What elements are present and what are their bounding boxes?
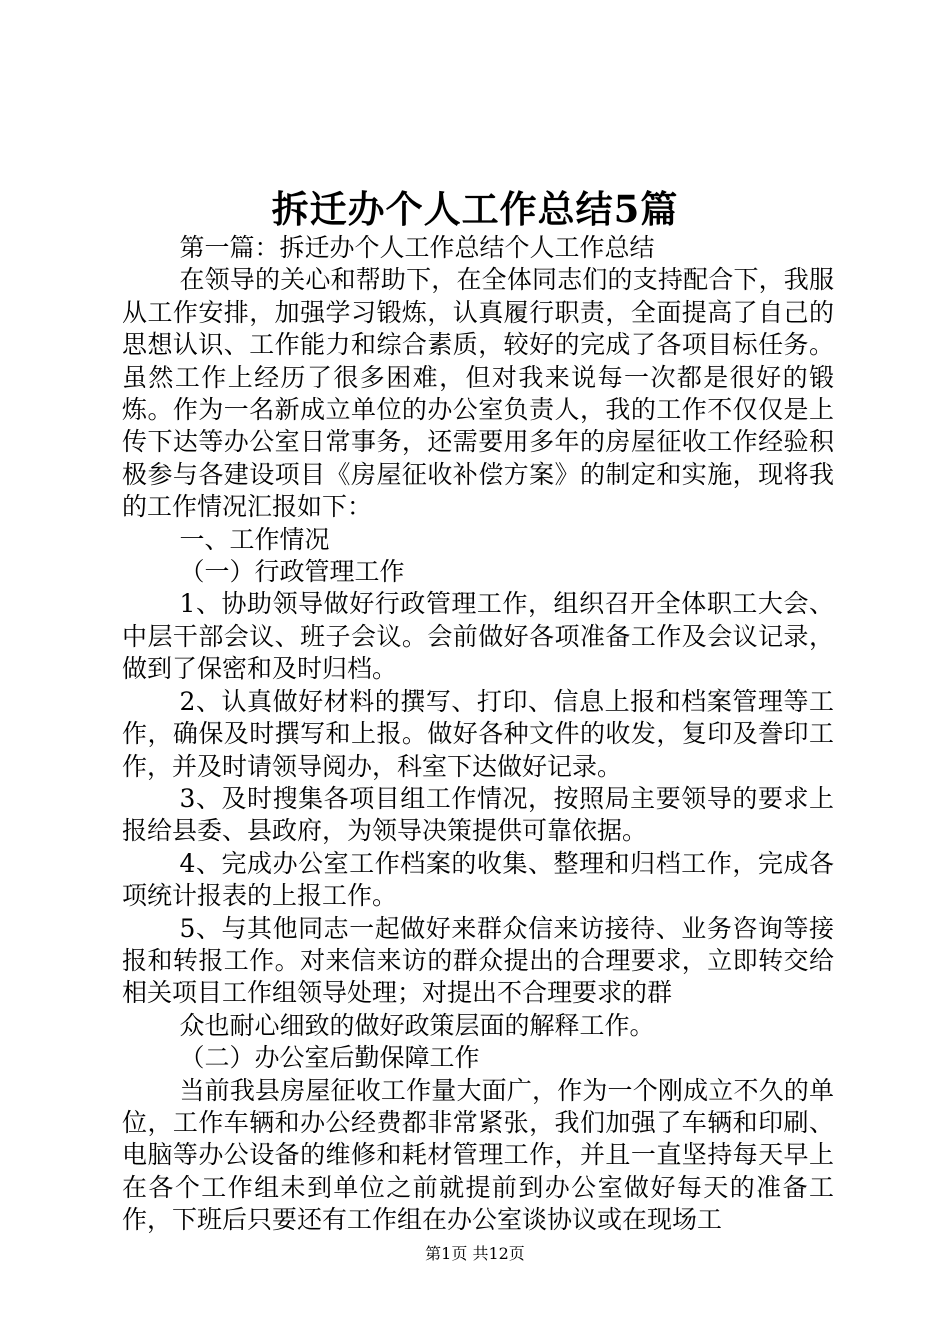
body-paragraph: 5、与其他同志一起做好来群众信来访接待、业务咨询等接报和转报工作。对来信来访的群众提出的合理要求，立即转交给相关项目工作组领导处理；对提出不合理要求的群 [122,913,834,1008]
section-heading: 第一篇：拆迁办个人工作总结个人工作总结 [179,233,655,262]
document-body [122,232,834,1237]
body-paragraph: 2、认真做好材料的撰写、打印、信息上报和档案管理等工作，确保及时撰写和上报。做好各种文件的收发，复印及誊印工作，并及时请领导阅办，科室下达做好记录。 [122,686,834,781]
page-footer: 第1页 共12页 [425,1244,525,1263]
body-paragraph: 4、完成办公室工作档案的收集、整理和归档工作，完成各项统计报表的上报工作。 [122,848,834,911]
subsection-heading: （二）办公室后勤保障工作 [179,1043,480,1073]
body-paragraph: 当前我县房屋征收工作量大面广，作为一个刚成立不久的单位，工作车辆和办公经费都非常紧张，我们加强了车辆和印刷、电脑等办公设备的维修和耗材管理工作，并且一直坚持每天早上在各个工作组未到单位之前就提前到办公室做好每天的准备工作，下班后只要还有工作组在办公室谈协议或在现场工 [122,1075,834,1235]
body-paragraph: 众也耐心细致的做好政策层面的解释工作。 [179,1010,655,1040]
body-paragraph: 在领导的关心和帮助下，在全体同志们的支持配合下，我服从工作安排，加强学习锻炼，认真履行职责，全面提高了自己的思想认识、工作能力和综合素质，较好的完成了各项目标任务。虽然工作上经历了很多困难，但对我来说每一次都是很好的锻炼。作为一名新成立单位的办公室负责人，我的工作不仅仅是上传下达等办公室日常事务，还需要用多年的房屋征收工作经验积极参与各建设项目《房屋征收补偿方案》的制定和实施，现将我的工作情况汇报如下： [122,265,834,522]
body-paragraph: 3、及时搜集各项目组工作情况，按照局主要领导的要求上报给县委、县政府，为领导决策提供可靠依据。 [122,783,834,846]
subsection-heading: （一）行政管理工作 [179,557,405,587]
document-title: 拆迁办个人工作总结5篇 [271,187,679,231]
section-heading: 一、工作情况 [179,524,330,554]
body-paragraph: 1、协助领导做好行政管理工作，组织召开全体职工大会、中层干部会议、班子会议。会前做好各项准备工作及会议记录，做到了保密和及时归档。 [122,589,834,684]
